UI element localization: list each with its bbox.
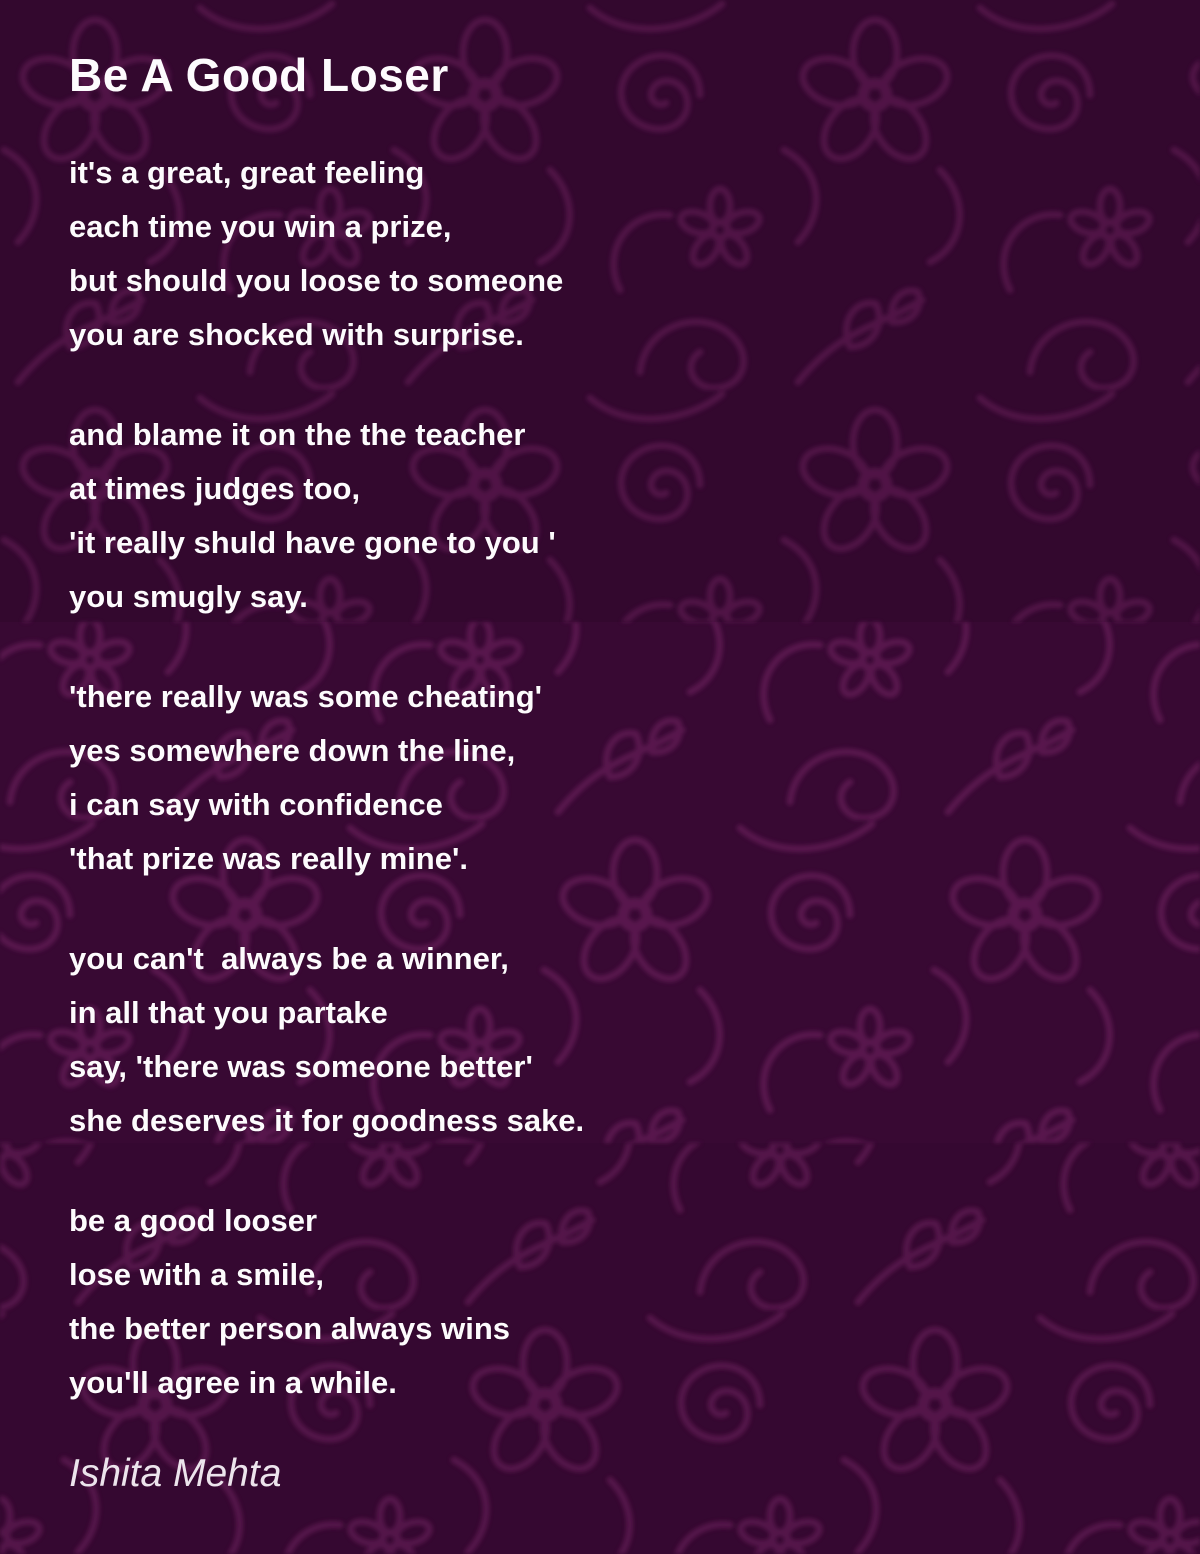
poem-line: be a good looser	[69, 1203, 318, 1238]
poem-title: Be A Good Loser	[69, 49, 449, 101]
stanza-4	[69, 932, 584, 1148]
stanza-3	[69, 670, 584, 886]
poem-line: 'there really was some cheating'	[69, 679, 543, 714]
poem-line: each time you win a prize,	[69, 209, 452, 244]
stanza-2	[69, 408, 584, 624]
poem-line: you smugly say.	[69, 579, 308, 614]
poem-page	[69, 0, 1170, 1554]
poem-line: say, 'there was someone better'	[69, 1049, 533, 1084]
poem-line: yes somewhere down the line,	[69, 733, 516, 768]
stanza-1	[69, 146, 584, 362]
poem-line: you can't always be a winner,	[69, 941, 509, 976]
poem-line: 'it really shuld have gone to you '	[69, 525, 556, 560]
poem-line: at times judges too,	[69, 471, 361, 506]
poem-line: 'that prize was really mine'.	[69, 841, 468, 876]
poem-line: she deserves it for goodness sake.	[69, 1103, 585, 1138]
poem-line: you are shocked with surprise.	[69, 317, 524, 352]
poem-line: lose with a smile,	[69, 1257, 324, 1292]
stanza-5	[69, 1194, 584, 1410]
poem-body	[69, 146, 584, 1456]
poem-line: you'll agree in a while.	[69, 1365, 397, 1400]
poem-line: but should you loose to someone	[69, 263, 564, 298]
poem-line: i can say with confidence	[69, 787, 443, 822]
poem-line: and blame it on the the teacher	[69, 417, 526, 452]
poem-line: in all that you partake	[69, 995, 388, 1030]
poem-author: Ishita Mehta	[69, 1452, 282, 1495]
poem-line: it's a great, great feeling	[69, 155, 425, 190]
poem-line: the better person always wins	[69, 1311, 511, 1346]
